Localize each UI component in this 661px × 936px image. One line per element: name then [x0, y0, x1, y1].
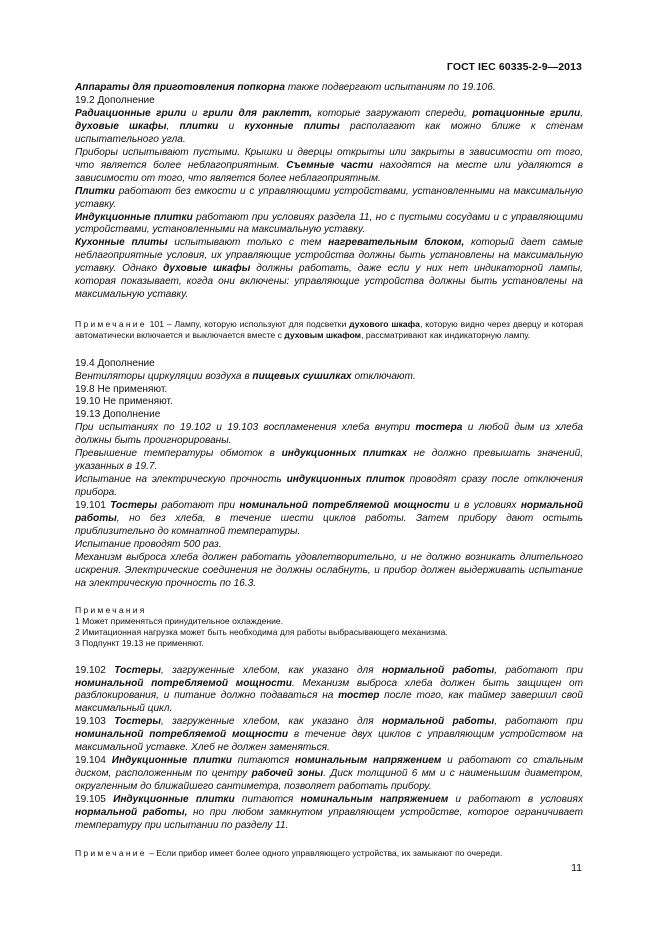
- text-run: 19.2 Дополнение: [75, 94, 155, 106]
- text-run: нормальной работы: [75, 500, 584, 525]
- text-run: нагревательным блоком,: [328, 237, 465, 249]
- paragraph: [75, 539, 583, 552]
- text-run: нормальной работы: [381, 664, 495, 676]
- text-run: 19.13 Дополнение: [75, 409, 161, 421]
- text-run: Приборы испытывают пустыми. Крышки и дверцы открыты или закрыты в зависимости от того, что является более неблагоприятным.: [75, 146, 583, 171]
- clause-heading: [75, 358, 583, 371]
- text-run: Примечания: [75, 604, 147, 615]
- text-run: Вентиляторы циркуляции воздуха в: [75, 370, 253, 382]
- text-run: , рассматривают как индикаторную лампу.: [361, 330, 531, 341]
- text-run: номинальной потребляемой мощности: [239, 500, 450, 512]
- text-run: , работают при: [494, 716, 583, 728]
- note: [75, 848, 583, 859]
- text-run: 19.4 Дополнение: [75, 357, 155, 369]
- paragraph: [75, 665, 583, 717]
- paragraph: [75, 212, 583, 238]
- text-run: рабочей зоны: [251, 768, 324, 780]
- text-run: ,: [580, 107, 583, 119]
- text-run: Индукционные плитки: [75, 211, 193, 223]
- text-run: отключают.: [351, 370, 416, 382]
- text-run: находятся на месте или удаляются в зависимости от того, что является более неблагоприятным.: [75, 159, 583, 184]
- text-run: Индукционные плитки: [113, 794, 235, 806]
- page-body: [75, 82, 583, 859]
- text-run: 19.103: [75, 716, 115, 728]
- note-item: [75, 638, 583, 649]
- text-run: Радиационные грили: [75, 107, 187, 119]
- text-run: пищевых сушилках: [252, 370, 352, 382]
- text-run: но при любом замкнутом управляющем устройстве, которое ограничивает температуру при испытании по разделу 11.: [75, 807, 583, 832]
- text-run: номинальным напряжением: [300, 794, 449, 806]
- text-run: 19.105: [75, 794, 114, 806]
- text-run: в течение двух циклов с управляющим устройством на максимальной уставке. Хлеб не должен заменяться.: [75, 729, 583, 754]
- clause-heading: [75, 396, 583, 409]
- page-number: 11: [571, 862, 582, 874]
- text-run: 19.10 Не применяют.: [75, 396, 173, 408]
- text-run: тостера: [415, 422, 463, 434]
- text-run: располагают как можно ближе к стенам испытательного угла.: [75, 120, 583, 145]
- text-run: духовые шкафы: [75, 120, 167, 132]
- text-run: и работают в условиях: [448, 794, 583, 806]
- text-run: . Механизм выброса хлеба должен быть защищен от разблокирования, и питание должно подаваться на: [75, 677, 583, 702]
- paragraph: [75, 716, 583, 755]
- text-run: Примечание: [75, 319, 147, 330]
- text-run: нормальной работы: [381, 716, 495, 728]
- paragraph: [75, 147, 583, 186]
- text-run: испытывают только с тем: [167, 237, 329, 249]
- text-run: работают при: [157, 500, 240, 512]
- text-run: духовым шкафом: [284, 330, 362, 341]
- paragraph: [75, 500, 583, 539]
- text-run: номинальной потребляемой мощности: [75, 677, 292, 689]
- text-run: номинальной потребляемой мощности: [75, 729, 289, 741]
- paragraph: [75, 186, 583, 212]
- text-run: тостер: [338, 690, 380, 702]
- text-run: Съемные части: [286, 159, 374, 171]
- paragraph: [75, 552, 583, 591]
- text-run: который дает самые неблагоприятные условия, их управляющие устройства должны быть установлены на максимальную уставку. Однако: [75, 237, 583, 275]
- clause-heading: [75, 409, 583, 422]
- paragraph: [75, 237, 583, 302]
- text-run: , работают при: [494, 664, 583, 676]
- text-run: не должно превышать значений, указанных в 19.7.: [75, 448, 583, 473]
- text-run: и: [218, 120, 245, 132]
- text-run: , но без хлеба, в течение шести циклов работы. Затем прибору дают остыть приблизительно до комнатной температуры.: [75, 513, 583, 537]
- text-run: Плитки: [75, 185, 115, 197]
- text-run: Испытание проводят 500 раз.: [75, 538, 222, 550]
- text-run: , которую видно через дверцу и которая автоматически включается и выключается вместе с: [75, 319, 583, 341]
- text-run: и любой дым из хлеба должны быть проигнорированы.: [75, 422, 583, 447]
- text-run: 19.8 Не применяют.: [75, 383, 168, 395]
- text-run: При испытаниях по 19.102 и 19.103 воспламенения хлеба внутри: [75, 422, 416, 434]
- paragraph: [75, 422, 583, 448]
- text-run: Кухонные плиты: [75, 237, 168, 249]
- text-run: нормальной работы,: [75, 807, 188, 819]
- text-run: Испытание на электрическую прочность: [75, 474, 287, 486]
- standard-header: ГОСТ IEC 60335-2-9—2013: [446, 61, 582, 73]
- text-run: питаются: [234, 794, 301, 806]
- text-run: 19.102: [75, 664, 115, 676]
- text-run: ,: [166, 120, 180, 132]
- text-run: Механизм выброса хлеба должен работать удовлетворительно, и не должно возникать длительного искрения. Электрические соединения не должны ослабнуть, и прибор должен выдерживать испытание на электрическую прочность по 16.3.: [75, 551, 583, 589]
- text-run: – Если прибор имеет более одного управляющего устройства, их замыкают по очереди.: [146, 847, 503, 858]
- text-run: питаются: [231, 755, 295, 767]
- notes-title: [75, 605, 583, 616]
- text-run: 19.104: [75, 755, 112, 767]
- paragraph: [75, 371, 583, 384]
- text-run: Тостеры: [114, 716, 162, 728]
- text-run: 3 Подпункт 19.13 не применяют.: [75, 638, 204, 649]
- text-run: работают без емкости и с управляющими устройствами, установленными на максимальную уставку.: [75, 185, 583, 210]
- paragraph: [75, 82, 583, 95]
- text-run: , загруженные хлебом, как указано для: [161, 716, 382, 728]
- note-item: [75, 627, 583, 638]
- text-run: Аппараты для приготовления попкорна: [75, 82, 286, 93]
- text-run: Тостеры: [110, 500, 158, 512]
- text-run: должны работать, даже если у них нет индикаторной лампы, которая показывает, когда они включены: управляющие устройства должны быть установлены на максимальную уставку.: [75, 263, 583, 301]
- text-run: проводят сразу после отключения прибора.: [75, 474, 583, 499]
- text-run: , загруженные хлебом, как указано для: [161, 664, 382, 676]
- paragraph: [75, 794, 583, 833]
- text-run: кухонные плиты: [244, 120, 340, 132]
- text-run: индукционных плиток: [286, 474, 405, 486]
- clause-heading: [75, 384, 583, 397]
- note-item: [75, 616, 583, 627]
- text-run: которые загружают спереди,: [311, 107, 473, 119]
- text-run: ротационные грили: [472, 107, 581, 119]
- text-run: индукционных плитках: [281, 448, 407, 460]
- text-run: Тостеры: [114, 664, 162, 676]
- text-run: духового шкафа: [349, 319, 420, 330]
- paragraph: [75, 108, 583, 147]
- clause-heading: [75, 95, 583, 108]
- text-run: 19.101: [75, 500, 111, 512]
- text-run: Превышение температуры обмоток в: [75, 448, 282, 460]
- text-run: Примечание: [75, 847, 147, 858]
- note: [75, 319, 583, 341]
- text-run: Индукционные плитки: [111, 755, 232, 767]
- text-run: и: [186, 107, 203, 119]
- text-run: грили для раклетт,: [202, 107, 312, 119]
- text-run: 2 Имитационная нагрузка может быть необходима для работы выбрасывающего механизма.: [75, 627, 448, 638]
- text-run: также подвергают испытаниям по 19.106.: [285, 82, 496, 93]
- paragraph: [75, 448, 583, 474]
- text-run: плитки: [179, 120, 219, 132]
- text-run: после того, как таймер завершил свой максимальный цикл.: [75, 690, 583, 715]
- text-run: и в условиях: [449, 500, 521, 512]
- text-run: и работают со стальным диском, расположенным по центру: [75, 755, 584, 780]
- text-run: духовые шкафы: [163, 263, 251, 275]
- text-run: 101 – Лампу, которую используют для подсветки: [146, 319, 350, 330]
- text-run: работают при условиях раздела 11, но с пустыми сосудами и с управляющими устройствами, установленными на максимальную уставку.: [75, 211, 583, 236]
- text-run: 1 Может применяться принудительное охлаждение.: [75, 615, 284, 626]
- paragraph: [75, 755, 583, 794]
- text-run: номинальным напряжением: [294, 755, 442, 767]
- paragraph: [75, 474, 583, 500]
- text-run: . Диск толщиной 6 мм и с наименьшим диаметром, округленным до ближайшего сантиметра, позволяет работать прибору.: [75, 768, 583, 793]
